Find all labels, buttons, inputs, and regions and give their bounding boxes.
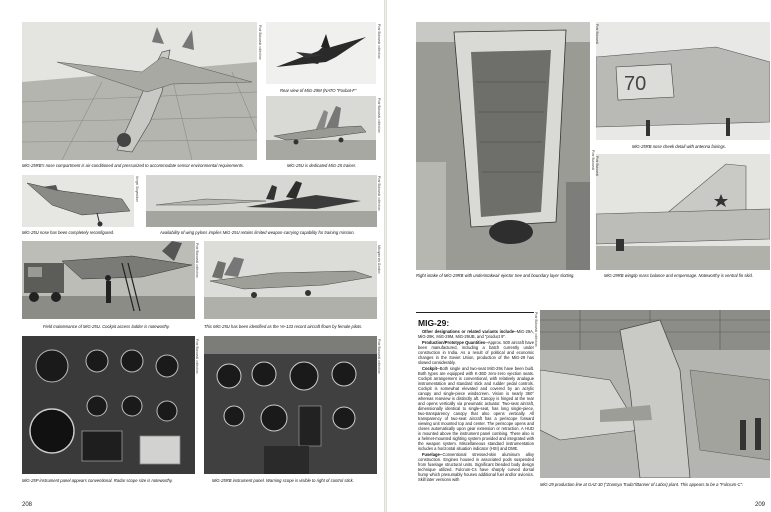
photo-caption: Availability of wing pylons implies MiG-25U retains limited weapon-carrying capability for training mission. (160, 230, 355, 235)
photo-rear-view-flight (266, 22, 376, 84)
article-body (418, 329, 534, 507)
photo-caption: Right intake of MiG-29RB with underintakeair ejector tree and boundary layer slotting. (416, 273, 575, 278)
photo-caption: MiG-25RB nose cheek detail with antenna fairings. (632, 144, 727, 149)
photo-caption: MiG-25U is dedicated MiG-25 trainer. (287, 163, 357, 168)
photo-caption: MiG-25RB instrument panel. Warning scope is visible to right of control stick. (212, 478, 354, 483)
article-rule (416, 312, 534, 313)
article-paragraph: Fuselage--Conventional stressed-skin aluminum alloy construction. Engines housed in associated pods suspended from fuselage structural units. Significant blended body design technique utilized. Fulcrum-Cs have sharply curved dorsal hump which presumably houses additional fuel and/or avionics. Skill later versions with (418, 452, 534, 482)
photo-credit: Piotr Butowski collection (258, 25, 262, 60)
photo-mig25p-instrument-panel (22, 336, 195, 474)
photo-caption: MiG-25U nose has been completely reconfigured. (22, 230, 115, 235)
photo-caption: MiG-29 production line at GAZ-30 ("Znamya Truda"/Banner of Labor) plant. This appears to be a "Fulcrum-C". (540, 482, 744, 487)
photo-wingtip-empennage (596, 154, 770, 270)
photo-mig25u-nose (22, 175, 134, 227)
photo-caption: This MiG-25U has been identified as the Ye-133 record aircraft flown by female pilots. (204, 324, 363, 329)
photo-caption: Rear view of MiG-29M (NATO "Foxbat-F" (280, 88, 357, 93)
page-number: 209 (755, 502, 766, 508)
photo-credit: Piotr Butowski (595, 24, 599, 45)
svg-text:70: 70 (624, 73, 647, 95)
photo-credit: Piotr Butowski (591, 150, 595, 171)
photo-mig25rb-runway (22, 22, 257, 160)
photo-caption: MiG-25RB's nose compartment is air-conditioned and pressurized to accommodate sensor environmental requirements. (22, 163, 245, 168)
photo-nose-cheek-detail (596, 22, 770, 140)
article-paragraph: Other designations or related variants include--MiG-29A, MiG-29K, MiG-29M, MiG-29UB, and "product 9". (418, 329, 534, 339)
photo-credit: Piotr Butowski collection (195, 243, 199, 278)
photo-credit: Piotr Butowski collection (377, 98, 381, 133)
photo-credit: Piotr Butowski collection (377, 176, 381, 211)
photo-credit: Mikoyan via Gordon (377, 245, 381, 274)
article-paragraph: Cockpit--Both single and two-seat MiG-29s have been built. Both types are equipped with K-36D zero-zero ejection seats. Cockpit arrangement is conventional, with relatively analogue instrumentation and standard stick and rudder pedal controls. Cockpit is somewhat elevated and covered by an acrylic canopy and single-piece windscreen. Vision is nearly 360° whereas rearview is distinctly aft. Canopy is hinged at the rear and opens vertically via pneumatic actuator. Two-seat aircraft, dimensionally identical to single-seat, has long single-piece, two-transparency canopy that also opens vertically. All transparency of two-seat aircraft has a periscope forward viewing unit mounted top and center. The periscope opens and closes automatically upon gear extension or retraction. A HUD is mounted above the instrument panel combing. There also is a helmet-mounted sighting system provided and integrated with the weapon system. Miscellaneous standard instrumentation includes a horizontal situation indicator (HSI) and DME. (418, 366, 534, 451)
page-number: 208 (22, 502, 33, 508)
photo-right-intake (416, 22, 590, 270)
photo-ye133-record-aircraft (204, 241, 377, 319)
photo-credit: Piotr Butowski collection (534, 312, 538, 347)
photo-mig25rb-instrument-panel (204, 336, 377, 474)
article-heading: MIG-29: (418, 318, 450, 328)
photo-caption: MiG-29RB wingtip mass balance and empennage. Noteworthy is ventral fin skid. (604, 273, 753, 278)
photo-field-maintenance (22, 241, 195, 319)
photo-caption: Field maintenance of MiG-25U. Cockpit access ladder is noteworthy. (43, 324, 170, 329)
photo-credit: Sergei Skrynnikov (135, 176, 139, 202)
photo-credit: Piotr Butowski collection (377, 339, 381, 374)
photo-caption: MiG-25P instrument panel appears conventional. Radar scope size is noteworthy. (22, 478, 173, 483)
photo-credit: Piotr Butowski collection (195, 339, 199, 374)
photo-credit: Piotr Butowski (595, 156, 599, 177)
photo-credit: Piotr Butowski collection (377, 24, 381, 59)
photo-wing-pylons (146, 175, 377, 227)
photo-production-line (540, 310, 770, 478)
article-paragraph: Production/Prototype Quantities--Approx. 500 aircraft have been manufactured, including a batch currently under construction in India. As a result of political and economic changes in the Soviet Union, production of the MiG-29 has slowed considerably. (418, 340, 534, 365)
photo-mig25u-trainer (266, 96, 376, 160)
